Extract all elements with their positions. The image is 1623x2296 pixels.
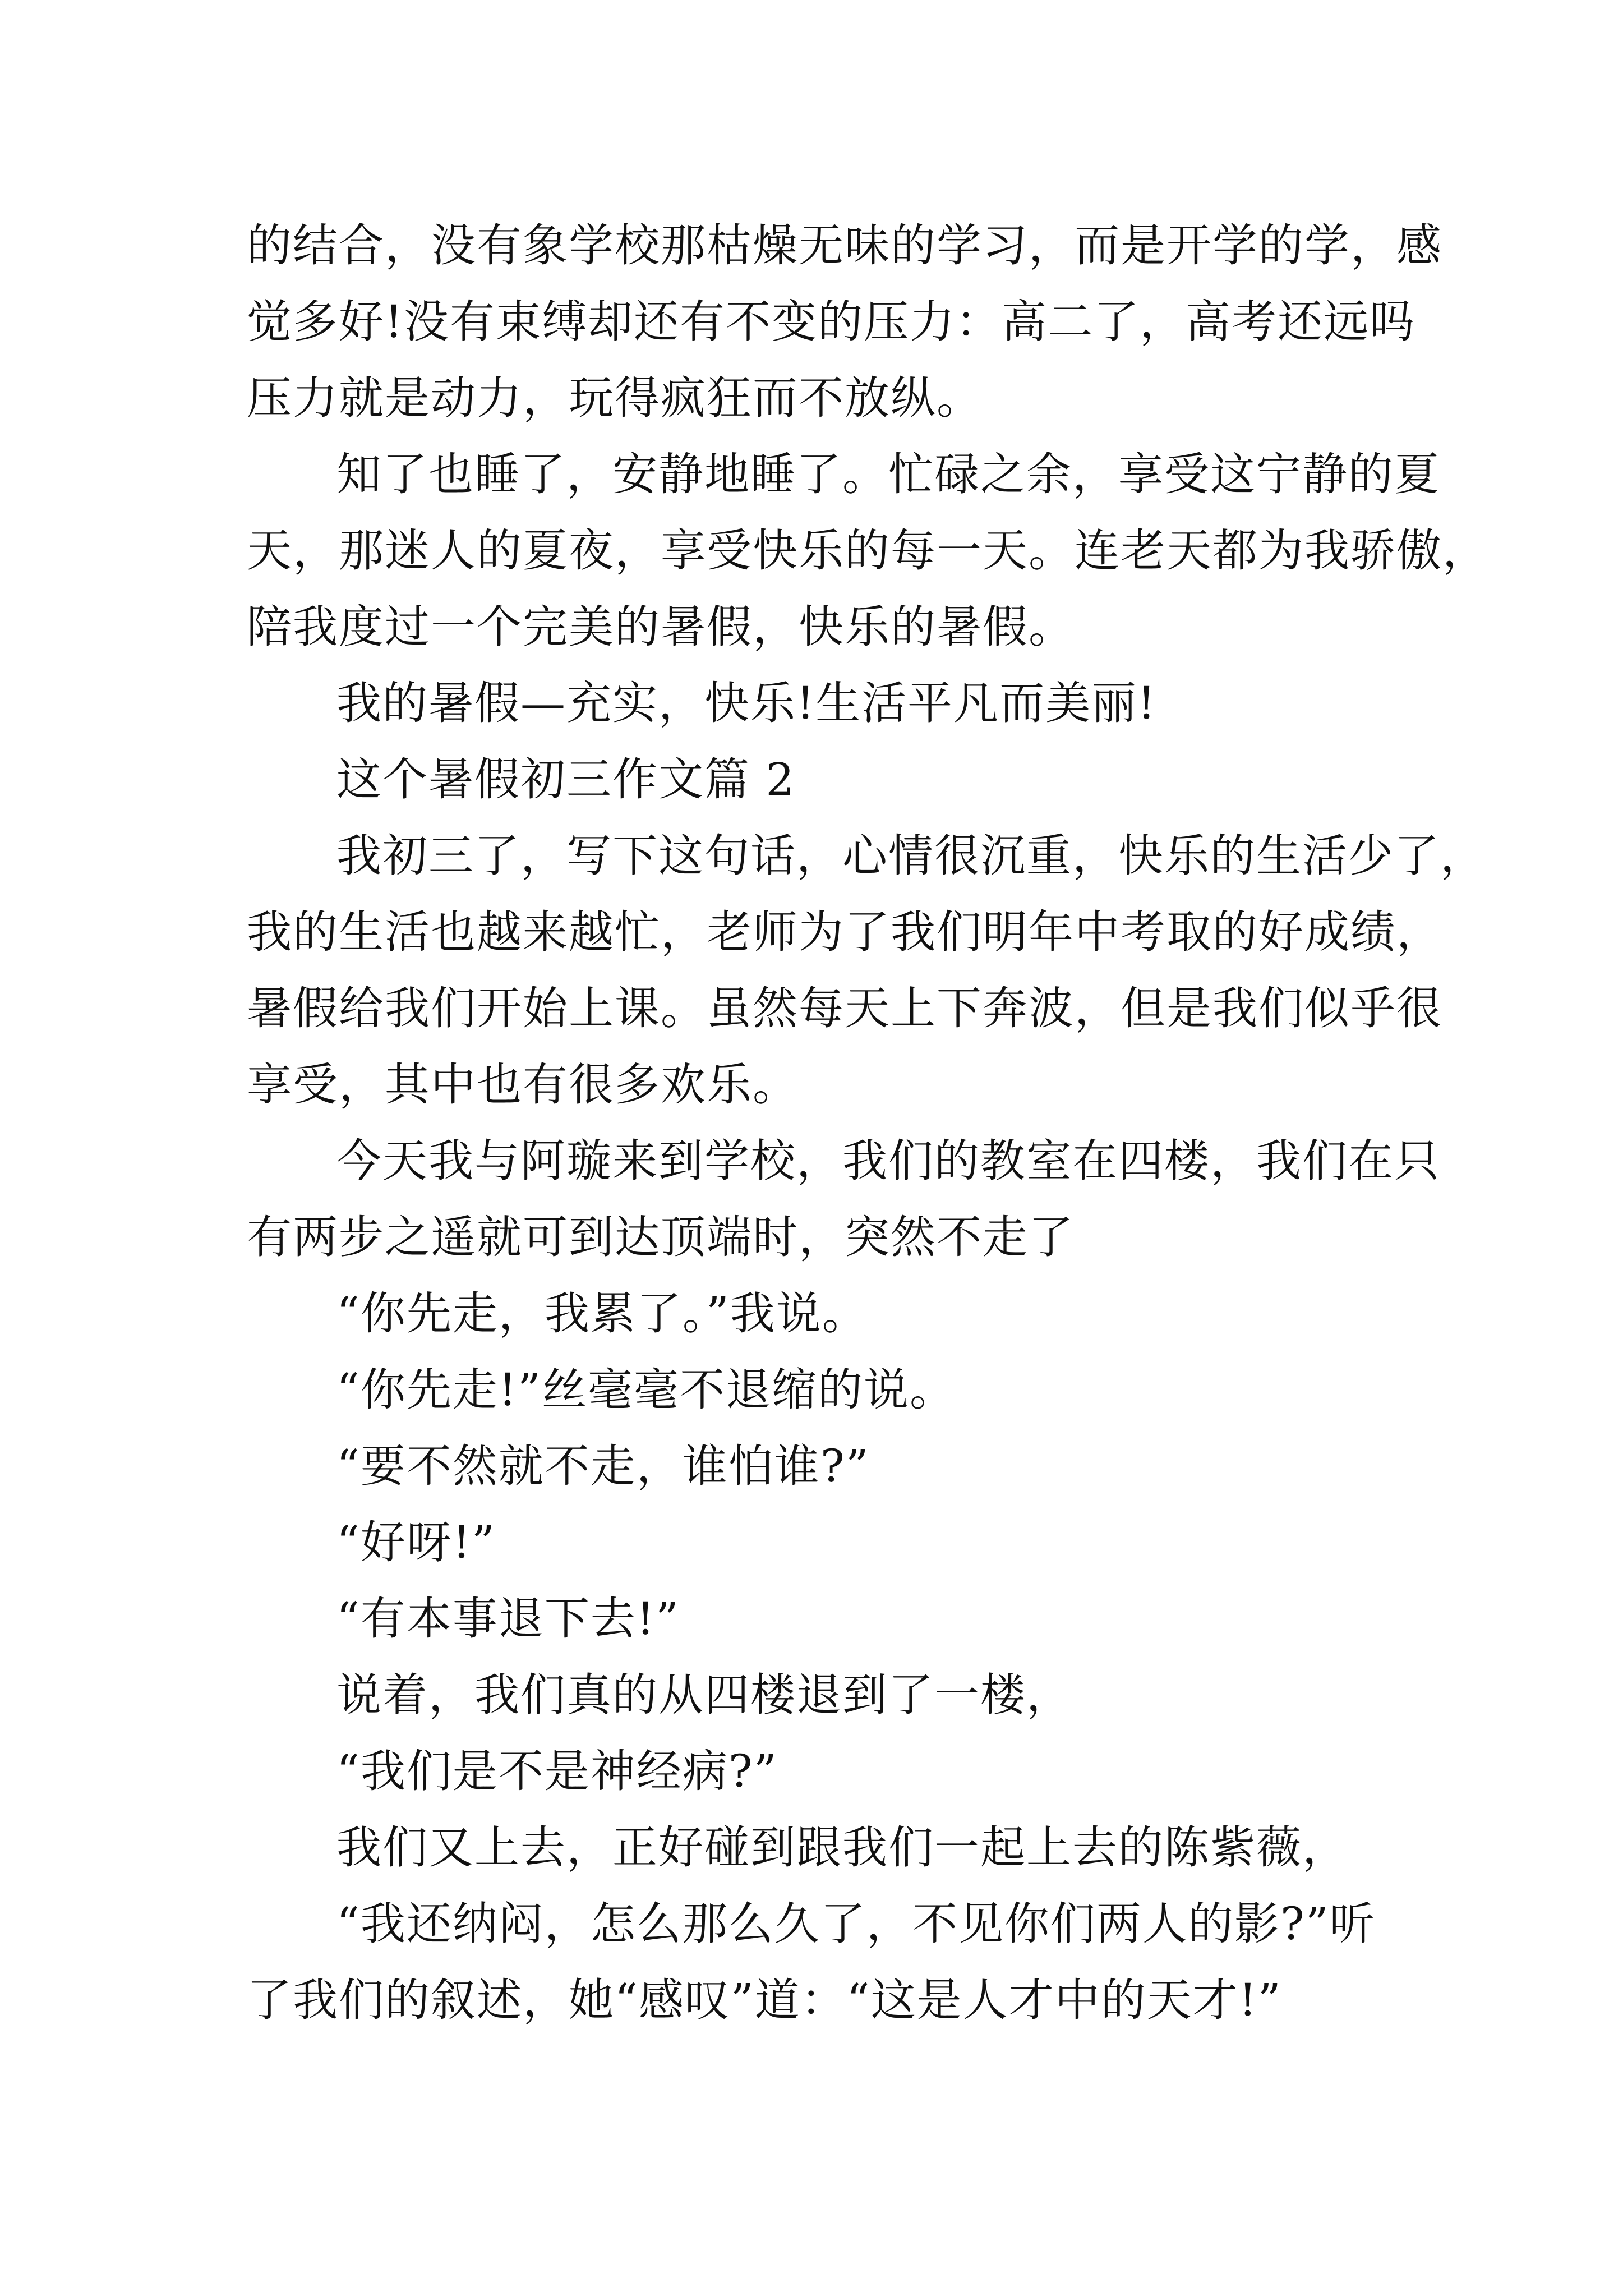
text-line: 有两步之遥就可到达顶端时，突然不走了 [247,1211,1075,1263]
dialogue-line: “你先走，我累了。”我说。 [336,1287,868,1340]
section-heading: 这个暑假初三作文篇 2 [336,753,796,806]
text-line: 享受，其中也有很多欢乐。 [247,1059,799,1111]
text-line: 知了也睡了，安静地睡了。忙碌之余，享受这宁静的夏 [336,448,1440,500]
text-line: 说着，我们真的从四楼退到了一楼， [336,1669,1072,1721]
text-line: 压力就是动力，玩得疯狂而不放纵。 [247,372,983,424]
dialogue-line: “我们是不是神经病?” [336,1745,778,1797]
text-line: 天，那迷人的夏夜，享受快乐的每一天。连老天都为我骄傲， [247,524,1488,577]
dialogue-line: “你先走!”丝毫毫不退缩的说。 [336,1364,956,1416]
text-line: 我初三了，写下这句话，心情很沉重，快乐的生活少了， [336,830,1486,882]
dialogue-line: “我还纳闷，怎么那么久了，不见你们两人的影?”听 [336,1898,1376,1950]
text-line: 我的生活也越来越忙，老师为了我们明年中考取的好成绩， [247,906,1442,958]
text-line: 陪我度过一个完美的暑假，快乐的暑假。 [247,601,1075,653]
text-line: 我的暑假—充实，快乐!生活平凡而美丽! [336,677,1157,729]
dialogue-line: “有本事退下去!” [336,1593,680,1645]
text-line: 觉多好!没有束缚却还有不变的压力：高二了，高考还远吗 [247,296,1416,348]
dialogue-line: “好呀!” [336,1516,496,1568]
text-line: 我们又上去，正好碰到跟我们一起上去的陈紫薇， [336,1821,1348,1874]
text-line: 的结合，没有象学校那枯燥无味的学习，而是开学的学，感 [247,219,1442,272]
text-line: 暑假给我们开始上课。虽然每天上下奔波，但是我们似乎很 [247,982,1442,1034]
dialogue-line: “要不然就不走，谁怕谁?” [336,1440,870,1492]
text-line: 今天我与阿璇来到学校，我们的教室在四楼，我们在只 [336,1135,1440,1187]
text-line: 了我们的叙述，她“感叹”道：“这是人才中的天才!” [247,1974,1282,2026]
document-body [247,208,1488,2039]
